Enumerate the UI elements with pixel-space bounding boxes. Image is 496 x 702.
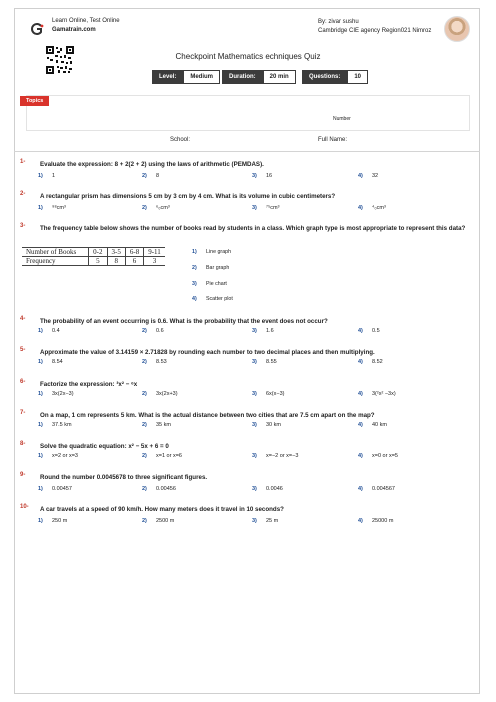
level-value: Medium [183,70,220,84]
option-1[interactable]: 1) Line graph [192,249,232,255]
option-2[interactable]: 2) 2500 m [142,518,175,524]
option-3[interactable]: 3) 30 km [252,422,281,428]
author-name: By: zivar sushu [318,19,359,25]
question-number: 5- [20,347,26,353]
meta-duration [222,70,296,84]
option-4[interactable]: 4) 32 [358,173,379,179]
topics-box [26,95,470,131]
question-number: 7- [20,410,26,416]
question-text: Round the number 0.0045678 to three significant figures. [40,474,208,481]
option-1[interactable]: 1) 37.5 km [38,422,72,428]
option-3[interactable]: 3) 0.0046 [252,486,283,492]
table-cell: 8 [107,257,125,266]
table-cell: Frequency [26,257,56,265]
question-number: 6- [20,379,26,385]
option-4[interactable]: 4) ⁴₀cm³ [358,205,386,211]
questions-value: 10 [347,70,368,84]
frequency-table [22,247,165,266]
question-text: The probability of an event occurring is 0.6. What is the probability that the event does not occur? [40,318,328,325]
author-info [318,18,431,36]
option-2[interactable]: 2) 35 km [142,422,171,428]
option-1[interactable]: 1) 3x(2x−3) [38,391,74,397]
option-1[interactable]: 1) 250 m [38,518,68,524]
table-cell: 6 [125,257,143,266]
number-label: Number [333,116,351,122]
table-cell: Number of Books [22,248,89,257]
option-4[interactable]: 4) 0.5 [358,328,380,334]
option-1[interactable]: 1) ⁹⁸cm³ [38,205,66,211]
option-4[interactable]: 4) 25000 m [358,518,394,524]
option-2[interactable]: 2) ⁶₀cm³ [142,205,170,211]
option-1[interactable]: 1) 0.4 [38,328,60,334]
option-3[interactable]: 3) 16 [252,173,273,179]
topics-tag: Topics [20,96,49,106]
table-cell: 6-8 [125,248,143,257]
option-4[interactable]: 4) 3(²x² −3x) [358,391,396,397]
question-text: The frequency table below shows the number of books read by students in a class. Which graph type is most appropriate to represent this data? [40,225,466,232]
option-4[interactable]: 4) x=0 or x=5 [358,453,398,459]
option-3[interactable]: 3) Pie chart [192,281,227,287]
question-text: Approximate the value of 3.14159 × 2.71828 by rounding each number to two decimal places and then multiplying. [40,349,375,356]
option-2[interactable]: 2) 0.6 [142,328,164,334]
option-2[interactable]: 2) 0.00456 [142,486,176,492]
school-field: School: [170,137,191,143]
meta-level [152,70,220,84]
question-text: A car travels at a speed of 90 km/h. How many meters does it travel in 10 seconds? [40,506,284,513]
option-4[interactable]: 4) 40 km [358,422,387,428]
option-1[interactable]: 1) 1 [38,173,56,179]
option-1[interactable]: 1) x=2 or x=3 [38,453,78,459]
avatar [444,16,470,42]
option-2[interactable]: 2) 8 [142,173,160,179]
option-4[interactable]: 4) 8.52 [358,359,383,365]
tagline: Learn Online, Test Online [52,18,120,24]
question-text: Evaluate the expression: 8 + 2(2 + 2) using the laws of arithmetic (PEMDAS). [40,161,264,168]
option-1[interactable]: 1) 8.54 [38,359,63,365]
question-number: 4- [20,316,26,322]
table-cell: 9-11 [144,248,165,257]
option-3[interactable]: 3) x=−2 or x=−3 [252,453,299,459]
option-3[interactable]: 3) 6x(x−3) [252,391,285,397]
divider [14,151,480,152]
questions-label: Questions: [302,70,347,84]
table-cell: 3-5 [107,248,125,257]
question-number: 1- [20,159,26,165]
question-number: 10- [20,504,29,510]
table-cell: 0-2 [89,248,107,257]
option-3[interactable]: 3) ⁷⁵cm³ [252,205,280,211]
quiz-title: Checkpoint Mathematics echniques Quiz [175,52,321,61]
table-cell: 3 [144,257,165,266]
question-text: Solve the quadratic equation: x² − 5x + 6 = 0 [40,443,169,450]
question-text: Factorize the expression: ³x² − ⁶x [40,381,138,388]
level-label: Level: [152,70,183,84]
question-text: On a map, 1 cm represents 5 km. What is the actual distance between two cities that are 7.5 cm apart on the map? [40,412,375,419]
question-number: 2- [20,191,26,197]
question-text: A rectangular prism has dimensions 5 cm by 3 cm by 4 cm. What is its volume in cubic centimeters? [40,193,336,200]
fullname-field: Full Name: [318,137,348,143]
option-4[interactable]: 4) Scatter plot [192,296,233,302]
option-2[interactable]: 2) Bar graph [192,265,230,271]
question-number: 9- [20,472,26,478]
option-2[interactable]: 2) 3x(2x+3) [142,391,178,397]
option-3[interactable]: 3) 1.6 [252,328,274,334]
option-2[interactable]: 2) x=1 or x=6 [142,453,182,459]
site-link[interactable]: Gamatrain.com [52,27,96,33]
option-1[interactable]: 1) 0.00457 [38,486,72,492]
option-3[interactable]: 3) 25 m [252,518,279,524]
meta-questions [302,70,368,84]
option-4[interactable]: 4) 0.004567 [358,486,395,492]
author-org: Cambridge CIE agency Region021 Nimroz [318,28,432,34]
duration-value: 20 min [263,70,296,84]
duration-label: Duration: [222,70,263,84]
gamatrain-logo-icon [30,22,44,36]
option-2[interactable]: 2) 8.53 [142,359,167,365]
option-3[interactable]: 3) 8.55 [252,359,277,365]
question-number: 3- [20,223,26,229]
question-number: 8- [20,441,26,447]
table-cell: 5 [89,257,107,266]
